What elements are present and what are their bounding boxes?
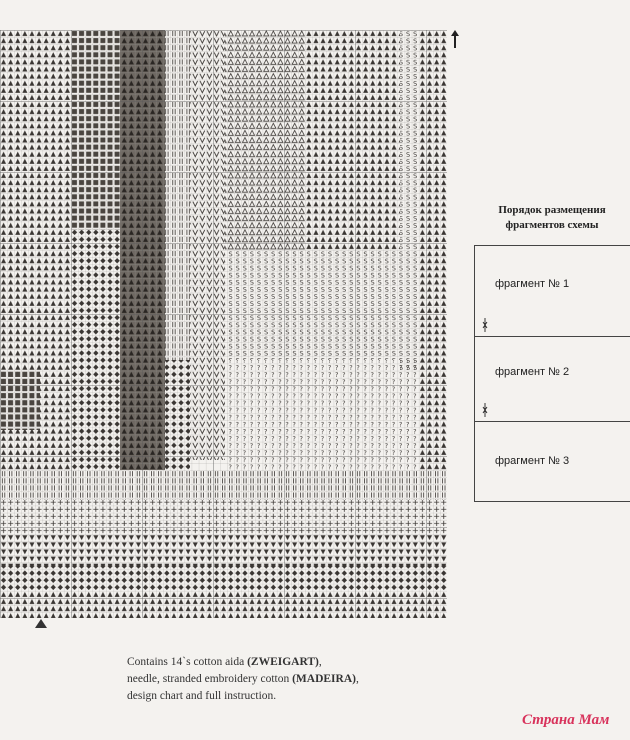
fragment-layout-diagram xyxy=(474,245,630,502)
caption-line-2: needle, stranded embroidery cotton (MADEIRA), xyxy=(127,673,359,685)
fragment-start-arrow-icon xyxy=(450,30,460,48)
layout-title-line1: Порядок размещения xyxy=(498,204,606,216)
join-arrow-icon xyxy=(482,403,488,417)
site-watermark-logo: Страна Мам xyxy=(522,712,610,728)
fragment-divider xyxy=(475,336,630,337)
pattern-chart-grid xyxy=(0,30,447,618)
caption-line-1: Contains 14`s cotton aida (ZWEIGART), xyxy=(127,656,322,668)
fragment-3-label: фрагмент № 3 xyxy=(495,455,570,467)
center-marker-icon xyxy=(35,619,47,628)
layout-title-line2: фрагментов схемы xyxy=(505,219,599,231)
caption-line-3: design chart and full instruction. xyxy=(127,690,277,702)
fragment-1-label: фрагмент № 1 xyxy=(495,278,570,290)
fragment-divider xyxy=(475,421,630,422)
fragment-2-label: фрагмент № 2 xyxy=(495,366,570,378)
kit-contents-caption xyxy=(127,654,427,705)
join-arrow-icon xyxy=(482,318,488,332)
